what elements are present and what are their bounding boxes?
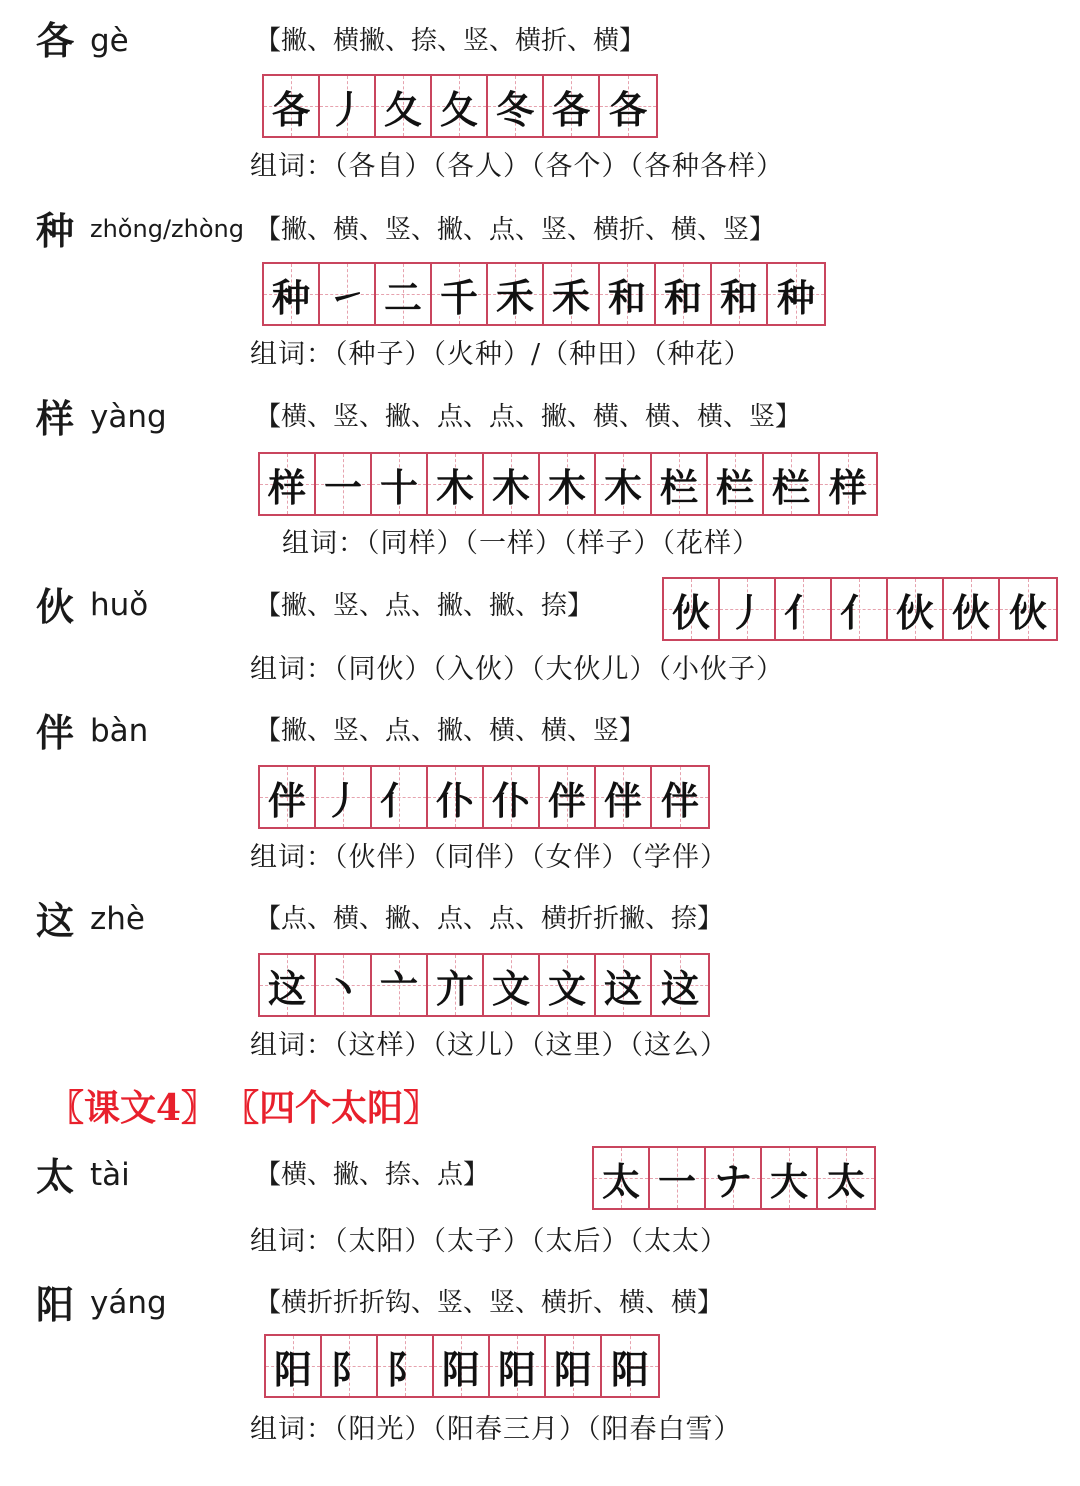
stroke-step-cell bbox=[316, 767, 372, 827]
stroke-step-cell bbox=[594, 1148, 650, 1208]
stroke-step-glyph: 冬 bbox=[495, 86, 534, 132]
stroke-order-ge: 【撇、横撇、捺、竖、横折、横】 bbox=[255, 26, 646, 56]
stroke-step-glyph: 伴 bbox=[660, 777, 699, 823]
stroke-step-glyph: 丿 bbox=[327, 86, 366, 132]
stroke-step-glyph: 栏 bbox=[659, 464, 698, 510]
lesson-heading bbox=[48, 1087, 463, 1129]
words-label: 组词： bbox=[250, 1414, 334, 1445]
word-list-yang-sun bbox=[250, 1416, 742, 1443]
stroke-step-glyph: 千 bbox=[439, 274, 478, 320]
stroke-step-glyph: 各 bbox=[608, 86, 647, 132]
stroke-grid-zhong bbox=[262, 262, 826, 326]
stroke-step-cell bbox=[544, 264, 600, 324]
words-yang-sun: （阳光）（阳春三月）（阳春白雪） bbox=[334, 1414, 742, 1445]
lesson-number: 〖课文4〗 bbox=[48, 1087, 218, 1129]
stroke-grid-yang-sample bbox=[258, 452, 878, 516]
stroke-step-glyph: 十 bbox=[379, 464, 418, 510]
character-tai: 太 bbox=[36, 1154, 75, 1199]
stroke-step-glyph: 和 bbox=[607, 274, 646, 320]
stroke-step-glyph: 和 bbox=[663, 274, 702, 320]
words-huo: （同伙）（入伙）（大伙儿）（小伙子） bbox=[334, 654, 784, 685]
character-zhong: 种 bbox=[36, 208, 75, 253]
stroke-step-glyph: 阝 bbox=[329, 1346, 368, 1392]
stroke-step-cell bbox=[372, 454, 428, 514]
stroke-step-glyph: 一 bbox=[323, 464, 362, 510]
pinyin-zhong: zhǒng/zhòng bbox=[90, 215, 244, 243]
stroke-step-cell bbox=[818, 1148, 874, 1208]
stroke-step-glyph: 样 bbox=[828, 464, 867, 510]
stroke-step-glyph: 禾 bbox=[495, 274, 534, 320]
stroke-step-glyph: 种 bbox=[776, 274, 815, 320]
stroke-step-cell bbox=[376, 264, 432, 324]
stroke-step-cell bbox=[484, 454, 540, 514]
stroke-step-cell bbox=[832, 579, 888, 639]
stroke-step-cell bbox=[706, 1148, 762, 1208]
stroke-step-cell bbox=[540, 767, 596, 827]
stroke-order-tai: 【横、撇、捺、点】 bbox=[255, 1160, 490, 1190]
pinyin-tai: tài bbox=[90, 1157, 130, 1193]
stroke-step-glyph: 文 bbox=[547, 965, 586, 1011]
stroke-step-glyph: 太 bbox=[601, 1158, 640, 1204]
stroke-step-glyph: ナ bbox=[713, 1158, 752, 1204]
stroke-step-cell bbox=[260, 454, 316, 514]
stroke-step-cell bbox=[488, 76, 544, 136]
stroke-step-glyph: 文 bbox=[491, 965, 530, 1011]
stroke-grid-zhe bbox=[258, 953, 710, 1017]
stroke-order-huo: 【撇、竖、点、撇、撇、捺】 bbox=[255, 591, 594, 621]
words-label: 组词： bbox=[282, 528, 366, 559]
stroke-order-yang-sun: 【横折折折钩、竖、竖、横折、横、横】 bbox=[255, 1288, 724, 1318]
stroke-step-glyph: 伙 bbox=[951, 589, 990, 635]
stroke-step-cell bbox=[260, 767, 316, 827]
words-label: 组词： bbox=[250, 151, 334, 182]
stroke-step-glyph: 伙 bbox=[1008, 589, 1047, 635]
word-list-huo bbox=[250, 656, 784, 683]
stroke-step-glyph: 一 bbox=[657, 1158, 696, 1204]
character-yang-sun: 阳 bbox=[36, 1282, 75, 1327]
pinyin-ban: bàn bbox=[90, 713, 149, 749]
stroke-step-cell bbox=[776, 579, 832, 639]
stroke-step-glyph: 亻 bbox=[379, 777, 418, 823]
stroke-step-glyph: 栏 bbox=[715, 464, 754, 510]
words-yang-sample: （同样）（一样）（样子）（花样） bbox=[366, 528, 760, 559]
word-list-ban bbox=[250, 844, 728, 871]
stroke-step-glyph: 伙 bbox=[895, 589, 934, 635]
word-list-yang-sample bbox=[282, 530, 760, 557]
stroke-step-glyph: 仆 bbox=[435, 777, 474, 823]
stroke-step-cell bbox=[260, 955, 316, 1015]
stroke-step-cell bbox=[264, 76, 320, 136]
stroke-step-cell bbox=[316, 955, 372, 1015]
stroke-step-glyph: 亣 bbox=[435, 965, 474, 1011]
stroke-step-cell bbox=[376, 76, 432, 136]
stroke-step-glyph: 丶 bbox=[323, 965, 362, 1011]
stroke-grid-yang-sun bbox=[264, 1334, 660, 1398]
words-label: 组词： bbox=[250, 339, 334, 370]
stroke-step-glyph: 丿 bbox=[727, 589, 766, 635]
stroke-grid-tai bbox=[592, 1146, 876, 1210]
stroke-step-cell bbox=[708, 454, 764, 514]
pinyin-zhe: zhè bbox=[90, 901, 145, 937]
stroke-step-glyph: 伴 bbox=[603, 777, 642, 823]
stroke-step-cell bbox=[820, 454, 876, 514]
stroke-step-cell bbox=[664, 579, 720, 639]
stroke-step-glyph: 二 bbox=[383, 274, 422, 320]
stroke-step-glyph: 阳 bbox=[553, 1346, 592, 1392]
stroke-step-glyph: 木 bbox=[547, 464, 586, 510]
stroke-grid-ge bbox=[262, 74, 658, 138]
lesson-title: 〖四个太阳〗 bbox=[241, 1087, 440, 1129]
stroke-step-cell bbox=[1000, 579, 1056, 639]
stroke-step-cell bbox=[540, 454, 596, 514]
stroke-step-cell bbox=[432, 264, 488, 324]
stroke-step-glyph: 各 bbox=[551, 86, 590, 132]
words-zhong: （种子）（火种）/（种田）（种花） bbox=[334, 339, 752, 370]
stroke-grid-ban bbox=[258, 765, 710, 829]
stroke-step-cell bbox=[546, 1336, 602, 1396]
stroke-step-cell bbox=[544, 76, 600, 136]
stroke-step-cell bbox=[264, 264, 320, 324]
stroke-step-cell bbox=[652, 454, 708, 514]
stroke-step-cell bbox=[944, 579, 1000, 639]
stroke-step-cell bbox=[652, 955, 708, 1015]
stroke-step-cell bbox=[720, 579, 776, 639]
stroke-step-glyph: 禾 bbox=[551, 274, 590, 320]
word-list-zhong bbox=[250, 341, 752, 368]
stroke-step-cell bbox=[600, 264, 656, 324]
pinyin-yang-sample: yàng bbox=[90, 399, 167, 435]
stroke-step-glyph: 阳 bbox=[273, 1346, 312, 1392]
stroke-step-cell bbox=[322, 1336, 378, 1396]
stroke-step-glyph: 各 bbox=[271, 86, 310, 132]
character-zhe: 这 bbox=[36, 898, 75, 943]
stroke-order-zhong: 【撇、横、竖、撇、点、竖、横折、横、竖】 bbox=[255, 215, 776, 245]
stroke-step-cell bbox=[432, 76, 488, 136]
words-zhe: （这样）（这儿）（这里）（这么） bbox=[334, 1030, 728, 1061]
stroke-step-glyph: 阝 bbox=[385, 1346, 424, 1392]
stroke-step-cell bbox=[378, 1336, 434, 1396]
stroke-step-glyph: 亻 bbox=[839, 589, 878, 635]
stroke-step-glyph: 阳 bbox=[441, 1346, 480, 1392]
stroke-step-cell bbox=[488, 264, 544, 324]
stroke-step-glyph: 亠 bbox=[379, 965, 418, 1011]
words-label: 组词： bbox=[250, 654, 334, 685]
stroke-step-glyph: 亻 bbox=[783, 589, 822, 635]
stroke-step-cell bbox=[762, 1148, 818, 1208]
stroke-step-glyph: 阳 bbox=[497, 1346, 536, 1392]
stroke-step-cell bbox=[596, 454, 652, 514]
stroke-step-cell bbox=[540, 955, 596, 1015]
stroke-step-glyph: 这 bbox=[603, 965, 642, 1011]
words-label: 组词： bbox=[250, 1226, 334, 1257]
stroke-step-glyph: 大 bbox=[769, 1158, 808, 1204]
stroke-step-glyph: 太 bbox=[826, 1158, 865, 1204]
stroke-step-cell bbox=[320, 76, 376, 136]
word-list-ge bbox=[250, 153, 784, 180]
stroke-step-cell bbox=[266, 1336, 322, 1396]
stroke-order-ban: 【撇、竖、点、撇、横、横、竖】 bbox=[255, 716, 646, 746]
stroke-step-glyph: 这 bbox=[660, 965, 699, 1011]
stroke-step-cell bbox=[316, 454, 372, 514]
stroke-step-glyph: ㇀ bbox=[327, 274, 366, 320]
words-label: 组词： bbox=[250, 1030, 334, 1061]
stroke-step-glyph: 伴 bbox=[267, 777, 306, 823]
stroke-grid-huo bbox=[662, 577, 1058, 641]
stroke-step-glyph: 这 bbox=[267, 965, 306, 1011]
words-tai: （太阳）（太子）（太后）（太太） bbox=[334, 1226, 728, 1257]
stroke-step-glyph: 仆 bbox=[491, 777, 530, 823]
stroke-step-cell bbox=[372, 767, 428, 827]
stroke-step-glyph: 阳 bbox=[610, 1346, 649, 1392]
stroke-order-yang-sample: 【横、竖、撇、点、点、撇、横、横、横、竖】 bbox=[255, 402, 802, 432]
word-list-tai bbox=[250, 1228, 728, 1255]
stroke-step-cell bbox=[656, 264, 712, 324]
stroke-step-cell bbox=[596, 955, 652, 1015]
stroke-step-cell bbox=[428, 955, 484, 1015]
stroke-step-glyph: 伙 bbox=[671, 589, 710, 635]
stroke-step-cell bbox=[652, 767, 708, 827]
stroke-step-glyph: 木 bbox=[603, 464, 642, 510]
stroke-step-cell bbox=[484, 767, 540, 827]
words-ban: （伙伴）（同伴）（女伴）（学伴） bbox=[334, 842, 728, 873]
stroke-step-glyph: 夂 bbox=[383, 86, 422, 132]
stroke-step-cell bbox=[650, 1148, 706, 1208]
character-huo: 伙 bbox=[36, 584, 75, 629]
pinyin-ge: gè bbox=[90, 23, 129, 59]
stroke-order-zhe: 【点、横、撇、点、点、横折折撇、捺】 bbox=[255, 904, 724, 934]
stroke-step-cell bbox=[372, 955, 428, 1015]
stroke-step-cell bbox=[764, 454, 820, 514]
stroke-step-cell bbox=[490, 1336, 546, 1396]
word-list-zhe bbox=[250, 1032, 728, 1059]
character-yang-sample: 样 bbox=[36, 396, 75, 441]
stroke-step-cell bbox=[428, 767, 484, 827]
character-ge: 各 bbox=[36, 18, 75, 63]
stroke-step-cell bbox=[320, 264, 376, 324]
stroke-step-glyph: 栏 bbox=[771, 464, 810, 510]
stroke-step-cell bbox=[484, 955, 540, 1015]
words-ge: （各自）（各人）（各个）（各种各样） bbox=[334, 151, 784, 182]
character-ban: 伴 bbox=[36, 710, 75, 755]
stroke-step-glyph: 木 bbox=[435, 464, 474, 510]
stroke-step-cell bbox=[600, 76, 656, 136]
pinyin-huo: huǒ bbox=[90, 587, 149, 623]
stroke-step-cell bbox=[888, 579, 944, 639]
stroke-step-cell bbox=[434, 1336, 490, 1396]
stroke-step-cell bbox=[428, 454, 484, 514]
stroke-step-cell bbox=[596, 767, 652, 827]
stroke-step-cell bbox=[602, 1336, 658, 1396]
stroke-step-cell bbox=[768, 264, 824, 324]
stroke-step-glyph: 丿 bbox=[323, 777, 362, 823]
stroke-step-glyph: 木 bbox=[491, 464, 530, 510]
stroke-step-glyph: 样 bbox=[267, 464, 306, 510]
stroke-step-glyph: 种 bbox=[271, 274, 310, 320]
stroke-step-glyph: 夂 bbox=[439, 86, 478, 132]
stroke-step-glyph: 伴 bbox=[547, 777, 586, 823]
words-label: 组词： bbox=[250, 842, 334, 873]
pinyin-yang-sun: yáng bbox=[90, 1285, 167, 1321]
stroke-step-cell bbox=[712, 264, 768, 324]
stroke-step-glyph: 和 bbox=[719, 274, 758, 320]
